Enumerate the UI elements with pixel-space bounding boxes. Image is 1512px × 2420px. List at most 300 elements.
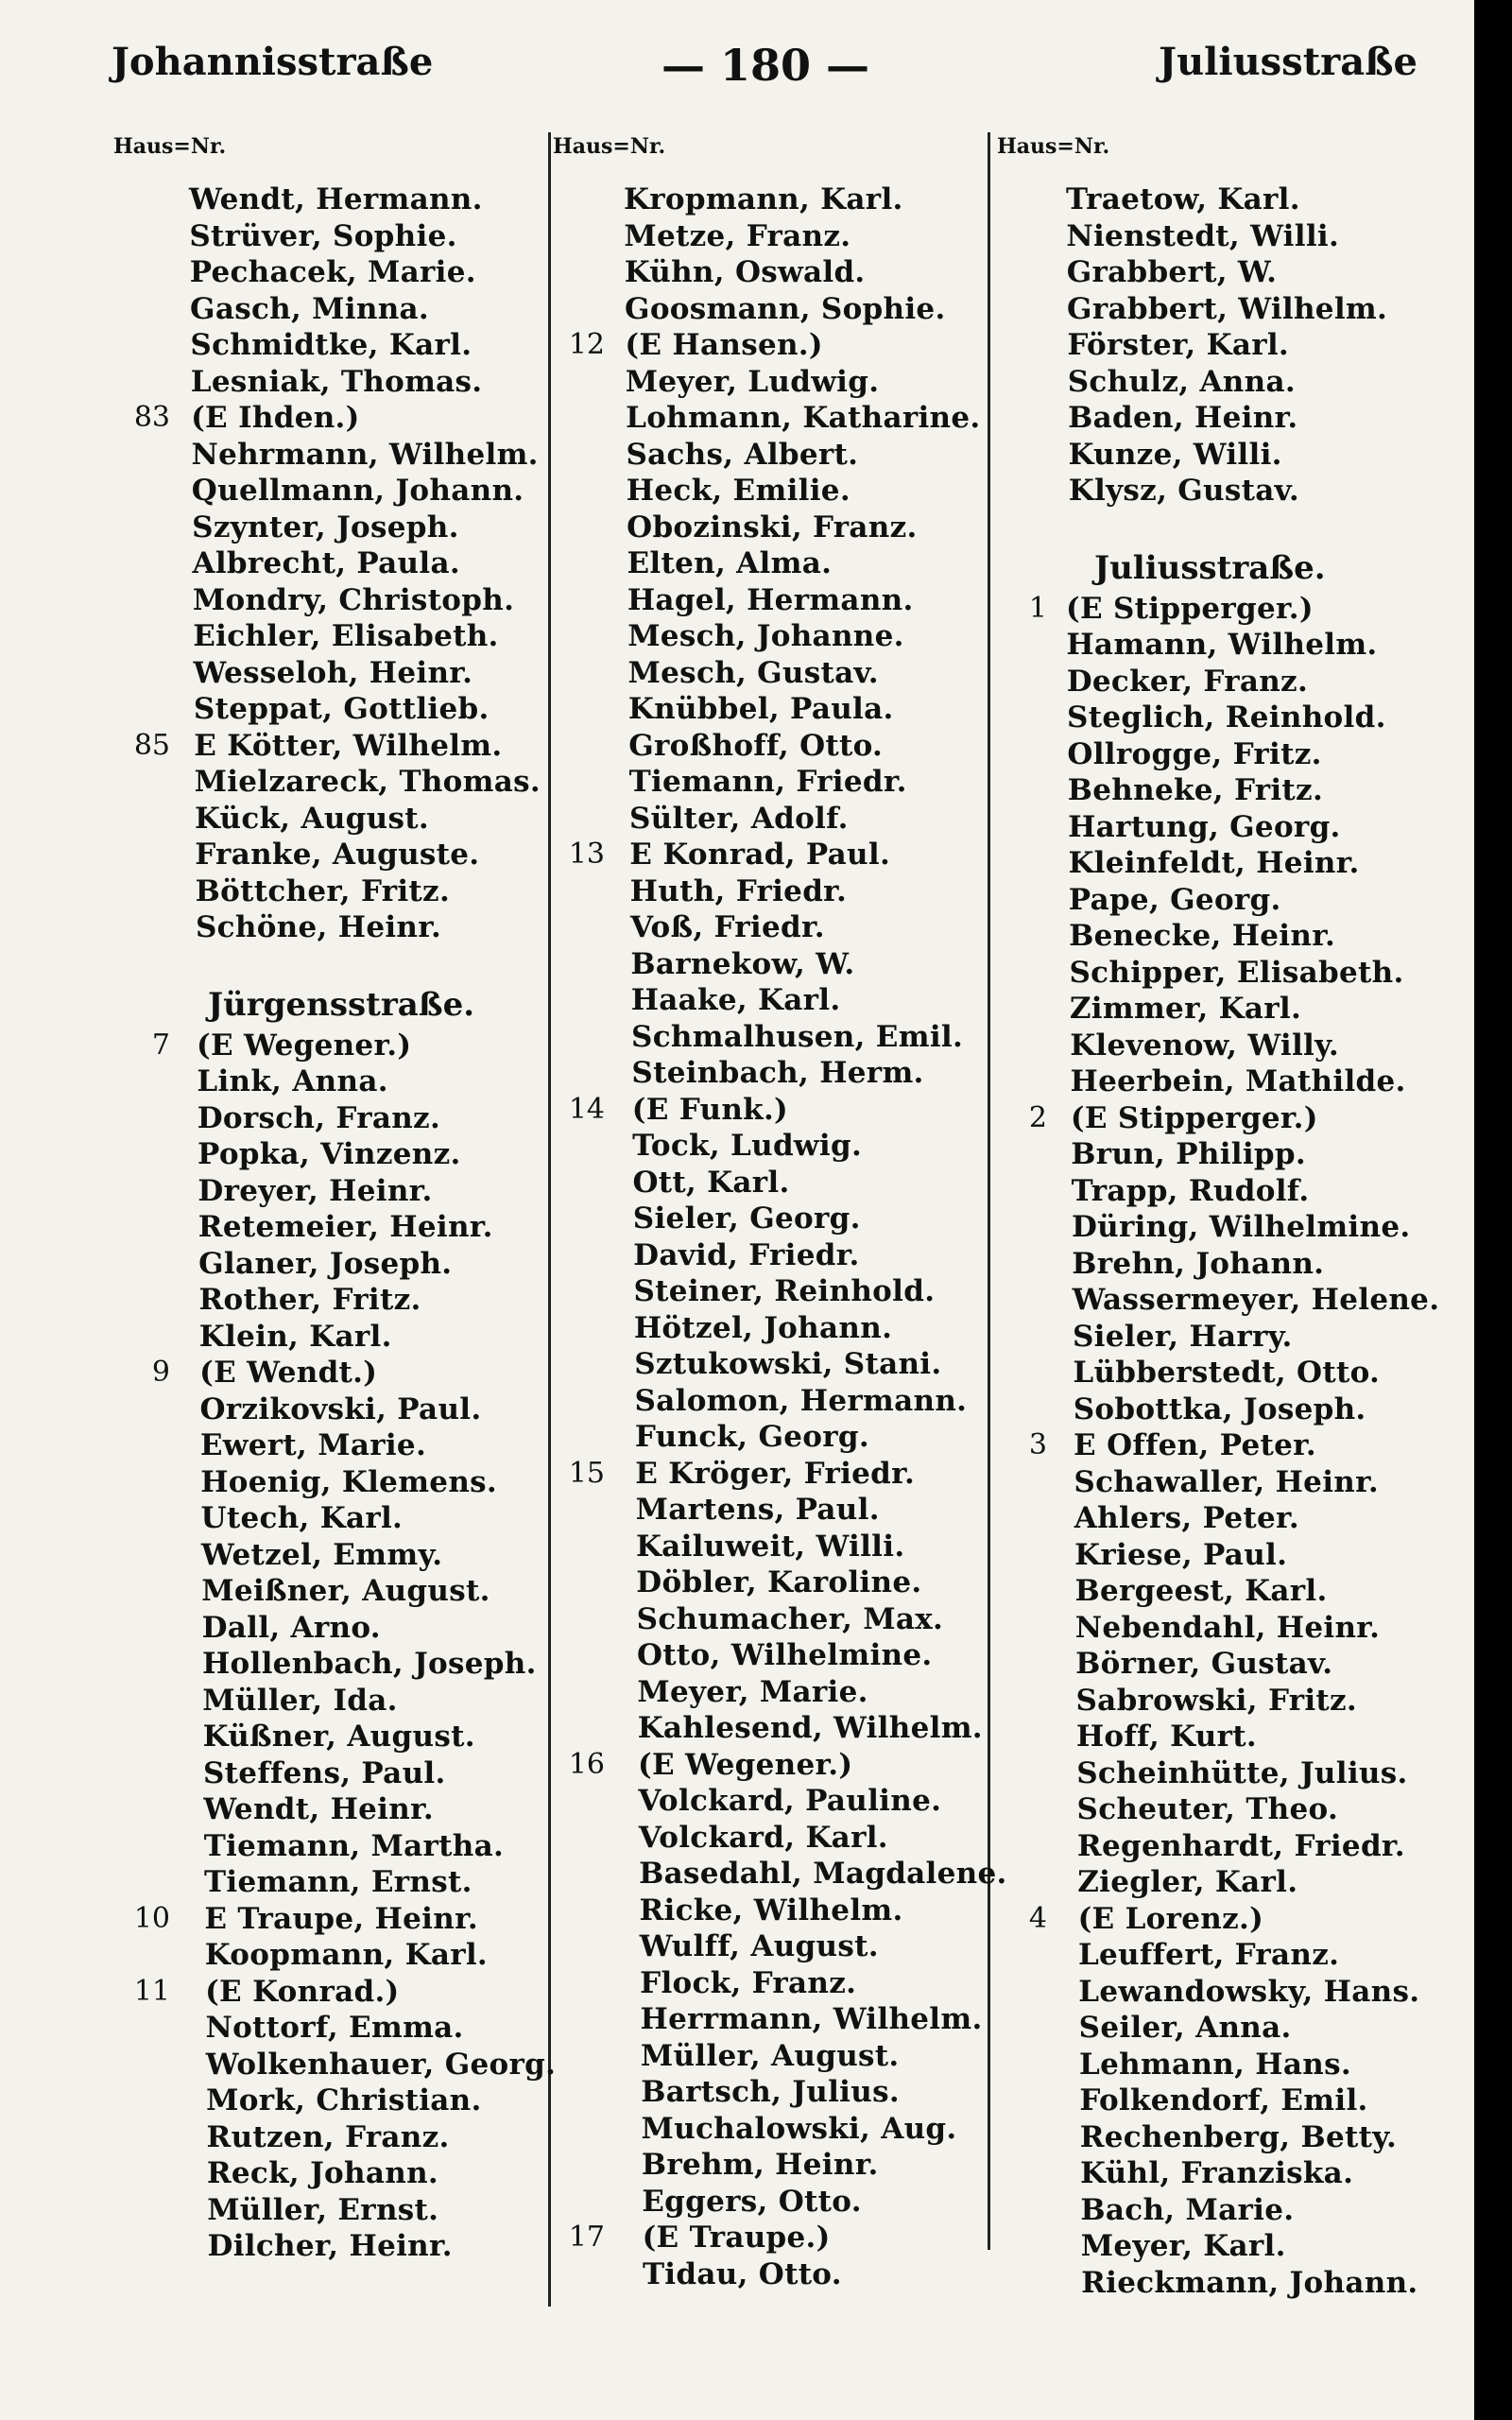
resident-name: Großhoff, Otto. bbox=[628, 728, 884, 763]
directory-entry bbox=[567, 1856, 1007, 1893]
resident-name: Müller, Ida. bbox=[202, 1683, 398, 1718]
resident-name: Förster, Karl. bbox=[1067, 328, 1290, 362]
resident-name: Albrecht, Paula. bbox=[192, 546, 460, 580]
directory-entry bbox=[132, 1028, 548, 1064]
resident-name: Schmidtke, Karl. bbox=[190, 328, 472, 362]
resident-name: Sieler, Georg. bbox=[632, 1201, 861, 1236]
resident-name: Müller, August. bbox=[640, 2038, 900, 2073]
directory-entry bbox=[567, 1273, 988, 1310]
resident-name: Ahlers, Peter. bbox=[1074, 1501, 1299, 1535]
resident-name: (E Stipperger.) bbox=[1066, 591, 1314, 626]
house-number: 2 bbox=[1028, 1100, 1047, 1134]
directory-entry bbox=[1009, 182, 1472, 218]
resident-name: Düring, Wilhelmine. bbox=[1071, 1210, 1411, 1244]
directory-entry bbox=[567, 2220, 988, 2256]
resident-name: Franke, Auguste. bbox=[195, 838, 480, 872]
directory-entry bbox=[567, 364, 988, 401]
resident-name: Lohmann, Katharine. bbox=[626, 401, 981, 435]
directory-entry bbox=[567, 1637, 988, 1674]
resident-name: Ollrogge, Fritz. bbox=[1067, 736, 1322, 771]
resident-name: Schawaller, Heinr. bbox=[1074, 1464, 1379, 1499]
resident-name: Meyer, Marie. bbox=[637, 1674, 868, 1709]
resident-name: Volckard, Pauline. bbox=[638, 1784, 942, 1818]
directory-entry bbox=[567, 2074, 988, 2111]
resident-name: E Traupe, Heinr. bbox=[204, 1901, 478, 1936]
directory-entry bbox=[567, 801, 988, 838]
house-number: 1 bbox=[1028, 591, 1047, 625]
directory-entry bbox=[567, 1747, 988, 1784]
resident-name: Haake, Karl. bbox=[630, 983, 841, 1017]
resident-name: Döbler, Karoline. bbox=[636, 1565, 922, 1599]
resident-name: Meißner, August. bbox=[201, 1574, 490, 1608]
directory-entry bbox=[1009, 291, 1472, 328]
directory-entry bbox=[1009, 2119, 1472, 2156]
directory-entry bbox=[132, 510, 548, 546]
resident-name: (E Traupe.) bbox=[642, 2221, 831, 2255]
resident-name: (E Wegener.) bbox=[197, 1028, 412, 1063]
resident-name: Klysz, Gustav. bbox=[1068, 474, 1299, 508]
resident-name: Brehn, Johann. bbox=[1072, 1246, 1325, 1281]
directory-entry bbox=[567, 1346, 988, 1383]
directory-entry bbox=[567, 1165, 988, 1201]
resident-name: Goosmann, Sophie. bbox=[625, 291, 946, 326]
resident-name: Dall, Arno. bbox=[201, 1610, 381, 1645]
directory-entry bbox=[567, 1893, 988, 1929]
haus-nr-label-col3: Haus=Nr. bbox=[997, 134, 1110, 159]
directory-entry bbox=[567, 1310, 988, 1347]
resident-name: E Konrad, Paul. bbox=[629, 838, 891, 872]
directory-entry bbox=[132, 400, 548, 437]
house-number: 15 bbox=[568, 1456, 605, 1490]
resident-name: Knübbel, Paula. bbox=[627, 692, 894, 726]
directory-entry bbox=[1009, 1719, 1472, 1755]
header-left-street: Johannisstraße bbox=[112, 40, 434, 84]
resident-name: Koopmann, Karl. bbox=[204, 1938, 489, 1972]
directory-entry bbox=[132, 1246, 548, 1283]
directory-entry bbox=[1009, 327, 1472, 364]
directory-entry bbox=[567, 327, 988, 364]
resident-name: Hoff, Kurt. bbox=[1075, 1720, 1257, 1754]
directory-entry bbox=[132, 1974, 548, 2011]
directory-entry bbox=[567, 545, 988, 582]
resident-name: Salomon, Hermann. bbox=[634, 1383, 968, 1418]
directory-entry bbox=[567, 437, 988, 474]
resident-name: Elten, Alma. bbox=[627, 546, 833, 580]
resident-name: Nottorf, Emma. bbox=[205, 2011, 464, 2045]
directory-entry bbox=[1009, 1573, 1472, 1610]
directory-entry bbox=[1009, 437, 1472, 474]
resident-name: Meyer, Karl. bbox=[1080, 2229, 1286, 2263]
street-gap bbox=[1009, 510, 1472, 538]
resident-name: (E Stipperger.) bbox=[1070, 1100, 1318, 1135]
resident-name: (E Konrad.) bbox=[205, 1974, 400, 2009]
resident-name: Basedahl, Magdalene. bbox=[639, 1857, 1007, 1891]
directory-entry bbox=[567, 1419, 988, 1456]
resident-name: Wesseloh, Heinr. bbox=[193, 655, 473, 690]
resident-name: Nienstedt, Willi. bbox=[1066, 218, 1340, 253]
directory-entry bbox=[1009, 218, 1472, 255]
directory-entry bbox=[1009, 1028, 1472, 1064]
house-number: 14 bbox=[568, 1092, 605, 1126]
directory-entry bbox=[132, 1755, 548, 1792]
directory-entry bbox=[567, 1456, 988, 1493]
resident-name: Sülter, Adolf. bbox=[628, 801, 849, 836]
directory-entry bbox=[1009, 1828, 1472, 1865]
directory-entry bbox=[567, 1564, 988, 1601]
directory-entry bbox=[132, 1063, 548, 1100]
resident-name: Ricke, Wilhelm. bbox=[639, 1893, 903, 1927]
directory-entry bbox=[1009, 736, 1472, 773]
directory-entry bbox=[1009, 2083, 1472, 2119]
directory-entry bbox=[132, 1646, 548, 1683]
directory-entry bbox=[567, 2184, 988, 2221]
directory-entry bbox=[1009, 772, 1472, 809]
directory-entry bbox=[132, 254, 548, 291]
resident-name: Reck, Johann. bbox=[206, 2156, 439, 2190]
resident-name: Steiner, Reinhold. bbox=[633, 1274, 936, 1308]
directory-entry bbox=[132, 364, 548, 401]
resident-name: Behneke, Fritz. bbox=[1067, 773, 1324, 807]
directory-entry bbox=[132, 1719, 548, 1755]
house-number: 13 bbox=[568, 838, 605, 871]
resident-name: Hartung, Georg. bbox=[1068, 809, 1341, 844]
resident-name: Brehm, Heinr. bbox=[641, 2148, 879, 2182]
directory-entry bbox=[132, 1828, 548, 1865]
directory-entry bbox=[567, 618, 988, 655]
resident-name: Tiemann, Friedr. bbox=[628, 765, 907, 799]
resident-name: Rieckmann, Johann. bbox=[1081, 2265, 1418, 2300]
directory-entry bbox=[567, 218, 988, 255]
directory-entry bbox=[567, 1128, 988, 1165]
resident-name: Gasch, Minna. bbox=[190, 291, 430, 326]
directory-entry bbox=[1009, 991, 1472, 1028]
resident-name: Sieler, Harry. bbox=[1073, 1319, 1293, 1354]
directory-entry bbox=[1009, 664, 1472, 700]
resident-name: Lübberstedt, Otto. bbox=[1073, 1356, 1381, 1390]
column-divider-1 bbox=[548, 132, 551, 2307]
directory-entry bbox=[567, 837, 988, 873]
resident-name: Lehmann, Hans. bbox=[1079, 2047, 1351, 2082]
resident-name: Mondry, Christoph. bbox=[192, 582, 515, 617]
directory-entry bbox=[567, 1601, 988, 1638]
directory-entry bbox=[567, 2147, 988, 2184]
resident-name: Orzikovski, Paul. bbox=[199, 1392, 482, 1426]
directory-entry bbox=[1009, 1209, 1472, 1246]
directory-entry bbox=[1009, 1683, 1472, 1720]
resident-name: Pechacek, Marie. bbox=[189, 255, 476, 289]
header-right-street: Juliusstraße bbox=[1159, 40, 1418, 84]
resident-name: Voß, Friedr. bbox=[630, 910, 825, 944]
resident-name: (E Lorenz.) bbox=[1077, 1901, 1264, 1936]
directory-entry bbox=[567, 1237, 988, 1274]
directory-entry bbox=[1009, 2192, 1472, 2229]
directory-entry bbox=[132, 728, 548, 765]
resident-name: Wulff, August. bbox=[639, 1929, 879, 1963]
directory-entry bbox=[567, 1820, 988, 1857]
directory-entry bbox=[1009, 1464, 1472, 1501]
directory-entry bbox=[1009, 591, 1472, 628]
resident-name: Schumacher, Max. bbox=[636, 1601, 944, 1636]
directory-entry bbox=[132, 545, 548, 582]
directory-entry bbox=[132, 909, 548, 946]
directory-column-2 bbox=[567, 182, 1007, 2292]
directory-entry bbox=[1009, 364, 1472, 401]
resident-name: Traetow, Karl. bbox=[1066, 182, 1300, 216]
directory-entry bbox=[1009, 473, 1472, 510]
resident-name: Martens, Paul. bbox=[635, 1493, 880, 1527]
resident-name: Barnekow, W. bbox=[630, 946, 855, 981]
directory-entry bbox=[567, 1383, 988, 1420]
directory-entry bbox=[567, 1492, 988, 1529]
resident-name: Ewert, Marie. bbox=[199, 1428, 427, 1462]
directory-entry bbox=[132, 1937, 548, 1974]
directory-entry bbox=[567, 1092, 988, 1129]
directory-entry bbox=[1009, 700, 1472, 736]
directory-entry bbox=[1009, 809, 1472, 846]
directory-entry bbox=[1009, 1610, 1472, 1647]
directory-entry bbox=[132, 291, 548, 328]
street-heading: Juliusstraße. bbox=[1094, 548, 1326, 587]
haus-nr-label-col2: Haus=Nr. bbox=[553, 134, 666, 159]
resident-name: Kühl, Franziska. bbox=[1080, 2156, 1354, 2190]
resident-name: Popka, Vinzenz. bbox=[198, 1137, 461, 1171]
resident-name: Böttcher, Fritz. bbox=[195, 873, 451, 908]
directory-entry bbox=[132, 218, 548, 255]
resident-name: E Kötter, Wilhelm. bbox=[194, 728, 503, 763]
directory-entry bbox=[1009, 1319, 1472, 1356]
resident-name: Ott, Karl. bbox=[632, 1165, 790, 1200]
directory-entry bbox=[1009, 1901, 1472, 1938]
resident-name: Link, Anna. bbox=[197, 1064, 388, 1098]
directory-entry bbox=[132, 764, 548, 801]
resident-name: Scheinhütte, Julius. bbox=[1076, 1755, 1408, 1790]
resident-name: Rechenberg, Betty. bbox=[1079, 2119, 1398, 2154]
directory-entry bbox=[132, 1864, 548, 1901]
resident-name: Klein, Karl. bbox=[198, 1319, 392, 1354]
directory-entry bbox=[567, 873, 988, 910]
directory-entry bbox=[132, 2047, 557, 2083]
directory-entry bbox=[567, 2038, 988, 2075]
directory-entry bbox=[1009, 1974, 1472, 2011]
directory-entry bbox=[132, 1100, 548, 1137]
resident-name: Meyer, Ludwig. bbox=[625, 364, 880, 399]
directory-entry bbox=[1009, 1100, 1472, 1137]
resident-name: Mesch, Gustav. bbox=[627, 655, 879, 690]
resident-name: Herrmann, Wilhelm. bbox=[640, 2002, 983, 2036]
resident-name: Baden, Heinr. bbox=[1068, 401, 1298, 435]
directory-entry bbox=[1009, 918, 1472, 955]
resident-name: Wendt, Heinr. bbox=[203, 1792, 434, 1826]
directory-entry bbox=[132, 837, 548, 873]
directory-entry bbox=[132, 1136, 548, 1173]
resident-name: Börner, Gustav. bbox=[1075, 1647, 1333, 1681]
directory-entry bbox=[1009, 1755, 1472, 1792]
directory-entry bbox=[132, 1392, 548, 1428]
directory-entry bbox=[1009, 2155, 1472, 2192]
directory-entry bbox=[1009, 1864, 1472, 1901]
directory-entry bbox=[1009, 2010, 1472, 2047]
directory-entry bbox=[1009, 1646, 1472, 1683]
directory-entry bbox=[132, 2119, 548, 2156]
resident-name: (E Ihden.) bbox=[191, 401, 360, 435]
directory-entry bbox=[567, 1674, 988, 1711]
resident-name: E Offen, Peter. bbox=[1074, 1428, 1317, 1462]
scan-edge bbox=[1474, 0, 1512, 2420]
resident-name: Hötzel, Johann. bbox=[633, 1310, 893, 1345]
resident-name: Funck, Georg. bbox=[634, 1420, 869, 1454]
resident-name: Bergeest, Karl. bbox=[1074, 1574, 1328, 1608]
resident-name: Grabbert, Wilhelm. bbox=[1067, 291, 1388, 326]
directory-entry bbox=[1009, 1282, 1472, 1319]
directory-entry bbox=[132, 1791, 548, 1828]
directory-entry bbox=[1009, 400, 1472, 437]
resident-name: Volckard, Karl. bbox=[638, 1820, 888, 1855]
directory-entry bbox=[567, 1201, 988, 1237]
directory-column-1 bbox=[132, 182, 557, 2265]
resident-name: Schipper, Elisabeth. bbox=[1069, 955, 1404, 990]
resident-name: (E Wegener.) bbox=[638, 1747, 853, 1782]
resident-name: Trapp, Rudolf. bbox=[1071, 1173, 1310, 1208]
directory-entry bbox=[132, 1464, 548, 1501]
directory-entry bbox=[1009, 1246, 1472, 1283]
house-number: 10 bbox=[133, 1901, 170, 1935]
resident-name: Tidau, Otto. bbox=[642, 2256, 842, 2291]
house-number: 16 bbox=[568, 1747, 605, 1781]
directory-entry bbox=[567, 2111, 988, 2148]
directory-entry bbox=[567, 909, 988, 946]
directory-entry bbox=[567, 728, 988, 765]
directory-entry bbox=[1009, 2265, 1472, 2302]
directory-entry bbox=[1009, 1173, 1472, 1210]
resident-name: Klevenow, Willy. bbox=[1070, 1028, 1339, 1063]
directory-entry bbox=[567, 254, 988, 291]
resident-name: Rother, Fritz. bbox=[198, 1283, 421, 1317]
resident-name: Bach, Marie. bbox=[1080, 2192, 1295, 2227]
directory-entry bbox=[567, 655, 988, 692]
house-number: 85 bbox=[133, 728, 170, 762]
directory-entry bbox=[132, 437, 548, 474]
house-number: 17 bbox=[568, 2221, 605, 2254]
directory-entry bbox=[567, 1019, 988, 1056]
resident-name: Retemeier, Heinr. bbox=[198, 1210, 493, 1244]
directory-entry bbox=[567, 1783, 988, 1820]
directory-entry bbox=[567, 691, 988, 728]
directory-entry bbox=[1009, 882, 1472, 919]
directory-entry bbox=[132, 2192, 548, 2229]
resident-name: Grabbert, W. bbox=[1066, 255, 1278, 289]
directory-entry bbox=[132, 1683, 548, 1720]
resident-name: Schmalhusen, Emil. bbox=[631, 1019, 964, 1054]
resident-name: Nehrmann, Wilhelm. bbox=[191, 437, 539, 472]
resident-name: Huth, Friedr. bbox=[629, 873, 848, 908]
resident-name: Lewandowsky, Hans. bbox=[1078, 1974, 1420, 2009]
house-number: 9 bbox=[151, 1356, 170, 1389]
resident-name: Tiemann, Ernst. bbox=[204, 1865, 472, 1899]
directory-entry bbox=[132, 2010, 548, 2047]
directory-entry bbox=[567, 1529, 988, 1565]
resident-name: Folkendorf, Emil. bbox=[1079, 2083, 1368, 2118]
resident-name: (E Wendt.) bbox=[199, 1356, 378, 1390]
directory-entry bbox=[132, 182, 548, 218]
resident-name: Sobottka, Joseph. bbox=[1073, 1392, 1366, 1426]
directory-entry bbox=[1009, 955, 1472, 992]
resident-name: Tiemann, Martha. bbox=[203, 1828, 505, 1863]
directory-entry bbox=[567, 982, 988, 1019]
directory-entry bbox=[567, 473, 988, 510]
resident-name: Bartsch, Julius. bbox=[641, 2075, 900, 2109]
directory-entry bbox=[567, 182, 988, 218]
house-number: 3 bbox=[1028, 1428, 1047, 1461]
street-gap bbox=[132, 946, 548, 975]
resident-name: Kühn, Oswald. bbox=[624, 255, 866, 289]
directory-entry bbox=[567, 291, 988, 328]
resident-name: Zimmer, Karl. bbox=[1069, 992, 1302, 1026]
house-number: 11 bbox=[133, 1974, 170, 2008]
resident-name: Lesniak, Thomas. bbox=[190, 364, 483, 399]
directory-entry bbox=[567, 2001, 988, 2038]
directory-entry bbox=[1009, 1355, 1472, 1392]
directory-entry bbox=[132, 618, 548, 655]
resident-name: Otto, Wilhelmine. bbox=[637, 1638, 933, 1672]
resident-name: Obozinski, Franz. bbox=[627, 510, 918, 544]
directory-entry bbox=[132, 1173, 548, 1210]
directory-entry bbox=[1009, 1500, 1472, 1537]
resident-name: Dilcher, Heinr. bbox=[207, 2229, 453, 2263]
resident-name: Kropmann, Karl. bbox=[624, 182, 903, 216]
resident-name: Nebendahl, Heinr. bbox=[1074, 1610, 1381, 1645]
resident-name: Hoenig, Klemens. bbox=[200, 1464, 498, 1499]
haus-nr-label-col1: Haus=Nr. bbox=[113, 134, 227, 159]
directory-entry bbox=[132, 873, 548, 910]
resident-name: Leuffert, Franz. bbox=[1077, 1938, 1340, 1972]
directory-entry bbox=[1009, 1392, 1472, 1428]
directory-entry bbox=[132, 1901, 548, 1938]
directory-entry bbox=[132, 1319, 548, 1356]
resident-name: Kück, August. bbox=[194, 801, 429, 836]
directory-entry bbox=[132, 473, 548, 510]
resident-name: Dorsch, Franz. bbox=[197, 1100, 441, 1135]
resident-name: Scheuter, Theo. bbox=[1076, 1792, 1339, 1826]
resident-name: Muchalowski, Aug. bbox=[641, 2111, 957, 2146]
directory-entry bbox=[567, 582, 988, 619]
street-heading: Jürgensstraße. bbox=[208, 985, 475, 1024]
resident-name: Hamann, Wilhelm. bbox=[1066, 628, 1378, 662]
directory-entry bbox=[567, 1928, 988, 1965]
resident-name: Steffens, Paul. bbox=[203, 1755, 446, 1790]
directory-entry bbox=[132, 1209, 548, 1246]
directory-entry bbox=[132, 582, 548, 619]
directory-entry bbox=[132, 2083, 548, 2119]
directory-entry bbox=[567, 764, 988, 801]
resident-name: Sabrowski, Fritz. bbox=[1075, 1683, 1358, 1718]
house-number: 12 bbox=[568, 328, 605, 361]
directory-entry bbox=[567, 946, 988, 983]
resident-name: Schöne, Heinr. bbox=[196, 910, 442, 944]
directory-entry bbox=[132, 1573, 548, 1610]
directory-entry bbox=[567, 1965, 988, 2002]
resident-name: Seiler, Anna. bbox=[1078, 2011, 1292, 2045]
directory-entry bbox=[132, 2155, 548, 2192]
directory-entry bbox=[1009, 1136, 1472, 1173]
resident-name: Brun, Philipp. bbox=[1071, 1137, 1306, 1171]
directory-entry bbox=[132, 1610, 548, 1647]
resident-name: Metze, Franz. bbox=[624, 218, 851, 253]
directory-entry bbox=[1009, 1537, 1472, 1574]
resident-name: Wassermeyer, Helene. bbox=[1072, 1283, 1440, 1317]
resident-name: Tock, Ludwig. bbox=[632, 1129, 863, 1163]
resident-name: Wetzel, Emmy. bbox=[200, 1537, 443, 1572]
resident-name: Szynter, Joseph. bbox=[192, 510, 459, 544]
